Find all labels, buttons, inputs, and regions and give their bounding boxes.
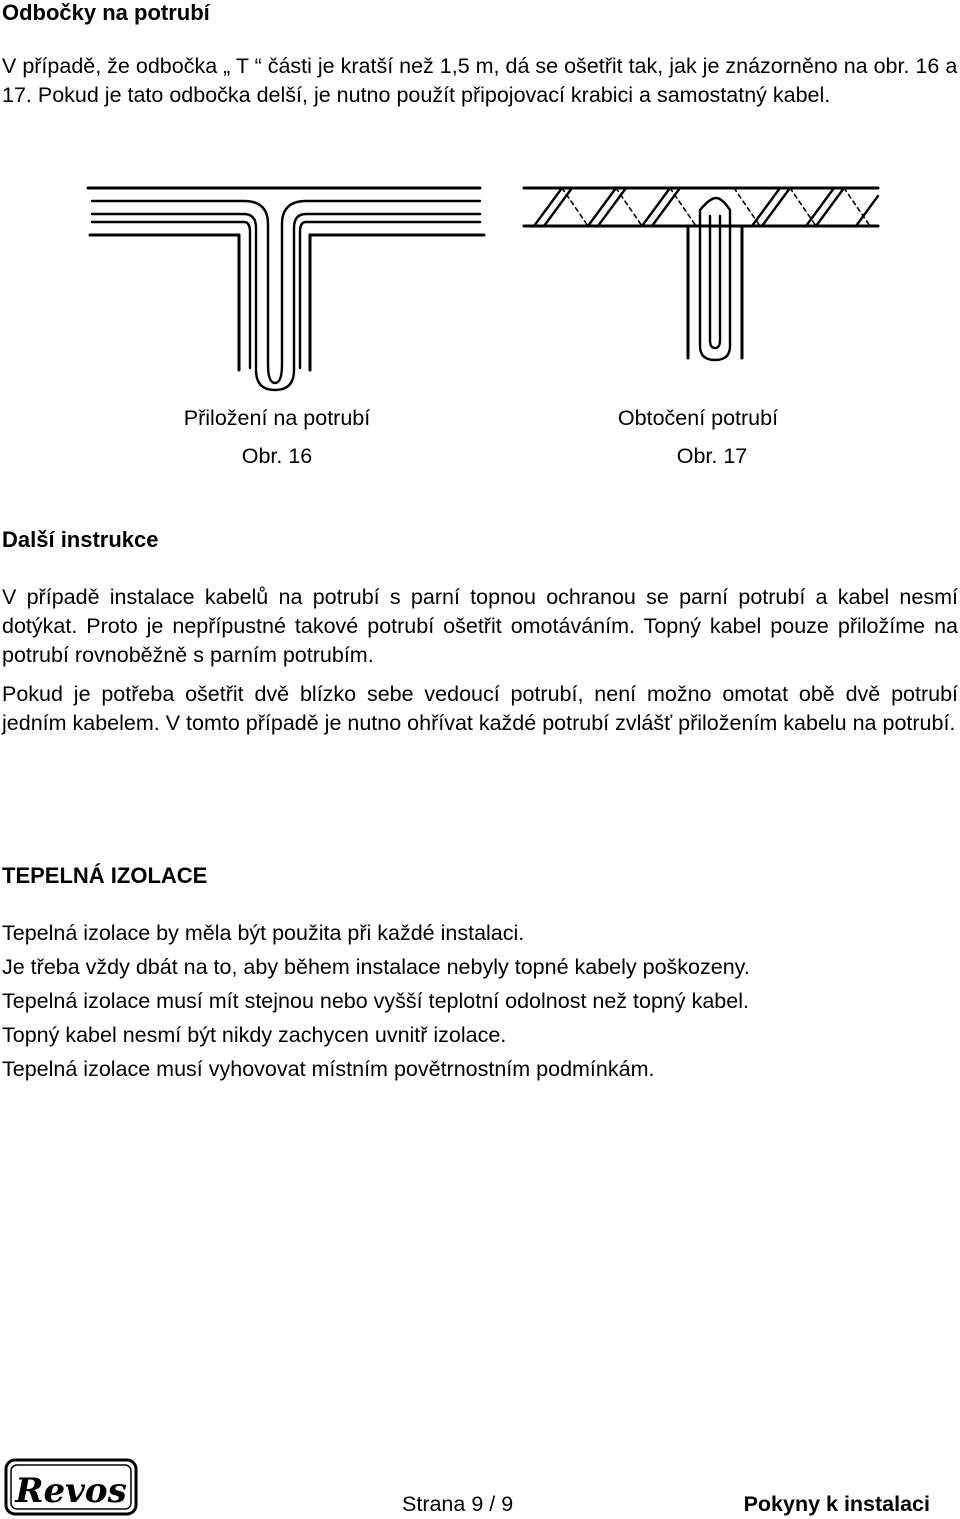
figure-16-number: Obr. 16 [241,444,313,468]
figure-17-cable-wound-around-pipe [520,180,886,372]
revos-logo [4,1458,138,1516]
figure-16-caption: Přiložení na potrubí [183,406,371,430]
section-title-branches: Odbočky na potrubí [2,0,210,25]
page-number: Strana 9 / 9 [402,1492,514,1516]
section-title-further-instructions: Další instrukce [2,527,159,552]
further-paragraph-2: Pokud je potřeba ošetřit dvě blízko sebe vedoucí potrubí, není možno omotat obě dvě potrubí jedním kabelem. V tomto případě je nutno ohřívat každé potrubí zvlášť přiložením kabelu na potrubí. [2,682,958,735]
further-paragraph-1: V případě instalace kabelů na potrubí s parní topnou ochranou se parní potrubí a kabel nesmí dotýkat. Proto je nepřípustné takové potrubí ošetřit omotáváním. Topný kabel pouze přiložíme na potrubí rovnoběžně s parním potrubím. [2,585,958,667]
document-title: Pokyny k instalaci [743,1492,930,1516]
figure-16-cable-along-pipe [84,180,490,392]
insulation-line: Tepelná izolace musí mít stejnou nebo vyšší teplotní odolnost než topný kabel. [2,989,749,1013]
insulation-line: Topný kabel nesmí být nikdy zachycen uvnitř izolace. [2,1023,507,1047]
insulation-line: Tepelná izolace musí vyhovovat místním povětrnostním podmínkám. [2,1057,655,1081]
figure-17-number: Obr. 17 [676,444,748,468]
section-title-thermal-insulation: TEPELNÁ IZOLACE [2,863,208,888]
branches-paragraph: V případě, že odbočka „ T “ části je kratší než 1,5 m, dá se ošetřit tak, jak je znázorněno na obr. 16 a 17. Pokud je tato odbočka delší, je nutno použít připojovací krabici a samostatný kabel. [2,54,958,107]
insulation-line: Je třeba vždy dbát na to, aby během instalace nebyly topné kabely poškozeny. [2,955,750,979]
insulation-line: Tepelná izolace by měla být použita při každé instalaci. [2,921,525,945]
figure-17-caption: Obtočení potrubí [617,406,779,430]
revos-logo-text: Revos [15,1471,127,1511]
